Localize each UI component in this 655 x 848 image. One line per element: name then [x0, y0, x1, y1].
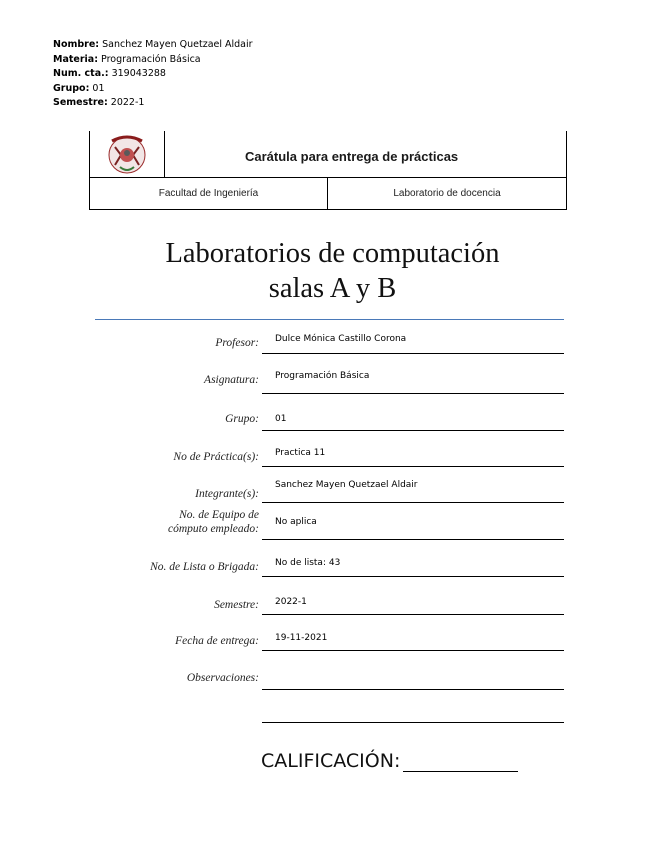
unam-seal-icon	[90, 131, 164, 177]
lista-label: No. de Lista o Brigada:	[150, 561, 259, 573]
grupo-field-line	[262, 430, 564, 431]
equipo-label-line1: No. de Equipo de	[179, 509, 259, 521]
student-info-block	[53, 38, 253, 111]
title-divider	[95, 319, 564, 320]
nombre-value: Sanchez Mayen Quetzael Aldair	[102, 39, 253, 50]
practica-line	[262, 466, 564, 467]
asignatura-value: Programación Básica	[275, 371, 370, 381]
practica-value: Practica 11	[275, 448, 326, 458]
main-title-line2: salas A y B	[268, 273, 397, 304]
semestre-field-line	[262, 614, 564, 615]
semestre-line	[53, 96, 253, 111]
cover-title: Carátula para entrega de prácticas	[245, 149, 459, 164]
grupo-field-value: 01	[275, 414, 287, 424]
calificacion-line	[403, 771, 518, 772]
observaciones-line2	[262, 722, 564, 723]
lista-value: No de lista: 43	[275, 558, 341, 568]
laboratorio-cell: Laboratorio de docencia	[393, 188, 501, 199]
cuenta-value: 319043288	[111, 68, 166, 79]
practica-label: No de Práctica(s):	[173, 451, 259, 463]
grupo-field-label: Grupo:	[225, 413, 259, 425]
profesor-line	[262, 353, 564, 354]
semestre-label: Semestre:	[53, 97, 108, 108]
materia-label: Materia:	[53, 53, 98, 65]
integrantes-value: Sanchez Mayen Quetzael Aldair	[275, 480, 418, 490]
grupo-label: Grupo:	[53, 82, 90, 94]
cuenta-line	[53, 67, 253, 82]
cuenta-label: Num. cta.:	[53, 68, 109, 79]
semestre-value: 2022-1	[110, 97, 145, 108]
cover-table-top-row	[90, 131, 566, 178]
asignatura-label: Asignatura:	[204, 374, 259, 386]
unam-logo-cell	[90, 131, 165, 177]
cover-table	[89, 131, 567, 210]
lista-line	[262, 576, 564, 577]
integrantes-label: Integrante(s):	[195, 488, 259, 500]
equipo-line	[262, 539, 564, 540]
integrantes-line	[262, 502, 564, 503]
grupo-line	[53, 82, 253, 97]
fecha-line	[262, 650, 564, 651]
observaciones-label: Observaciones:	[186, 672, 259, 684]
main-title	[0, 236, 655, 306]
materia-line	[53, 53, 253, 68]
main-title-line1: Laboratorios de computación	[165, 238, 500, 269]
materia-value: Programación Básica	[101, 53, 201, 65]
calificacion-label: CALIFICACIÓN:	[261, 750, 401, 772]
equipo-value: No aplica	[275, 517, 317, 527]
asignatura-line	[262, 393, 564, 394]
profesor-label: Profesor:	[215, 337, 259, 349]
grupo-value: 01	[92, 82, 105, 94]
semestre-field-label: Semestre:	[214, 599, 259, 611]
equipo-label-line2: cómputo empleado:	[167, 523, 259, 535]
fecha-label: Fecha de entrega:	[175, 635, 259, 647]
fecha-value: 19-11-2021	[275, 633, 328, 643]
profesor-value: Dulce Mónica Castillo Corona	[275, 334, 407, 344]
semestre-field-value: 2022-1	[275, 597, 307, 607]
observaciones-line1	[262, 689, 564, 690]
nombre-label: Nombre:	[53, 39, 100, 50]
nombre-line	[53, 38, 253, 53]
facultad-cell: Facultad de Ingeniería	[90, 178, 328, 209]
